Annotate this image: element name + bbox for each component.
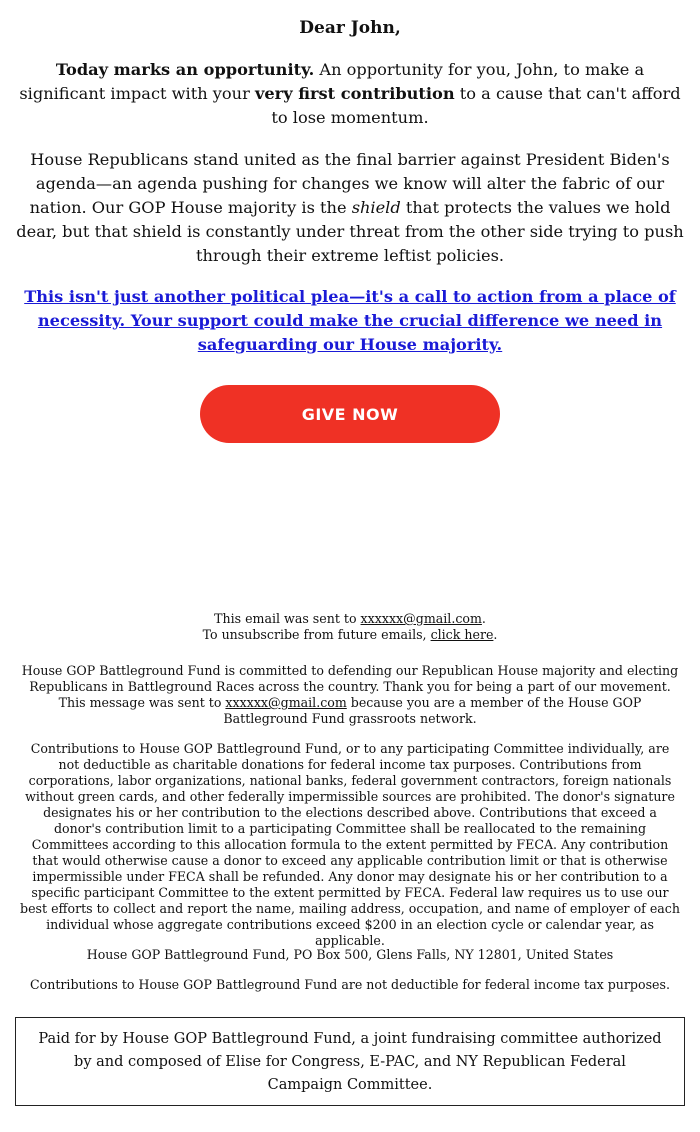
mailing-address: House GOP Battleground Fund, PO Box 500, Glens Falls, NY 12801, United States [86, 947, 614, 962]
intro-paragraph [12, 58, 688, 130]
intro-bold-mid: very first contribution [254, 84, 455, 103]
body-italic-shield: shield [351, 198, 401, 217]
recipient-email-link[interactable]: xxxxxx@gmail.com [360, 611, 482, 626]
commitment-email-link[interactable]: xxxxxx@gmail.com [225, 695, 347, 710]
body-paragraph [12, 148, 688, 268]
sent-to-notice [20, 611, 680, 643]
sent-prefix: This email was sent to [214, 611, 361, 626]
contributions-disclaimer: Contributions to House GOP Battleground Fund, or to any participating Committee individually, are not deductible as charitable donations for federal income tax purposes. Contributions from corporations, labor organizations, national banks, federal government contractors, foreign nationals without green cards, and other federally impermissible sources are prohibited. The donor's signature designates his or her contribution to the elections described above. Contributions that exceed a donor's contribution limit to a participating Committee shall be reallocated to the remaining Committees according to this allocation formula to the extent permitted by FECA. Any contribution that would otherwise cause a donor to exceed any applicable contribution limit or that is otherwise impermissible under FECA shall be refunded. Any donor may designate his or her contribution to a specific participant Committee to the extent permitted by FECA. Federal law requires us to use our best efforts to collect and report the name, mailing address, occupation, and name of employer of each individual whose aggregate contributions exceed $200 in an election cycle or calendar year, as applicable. [20, 741, 680, 948]
commitment-text-a: House GOP Battleground Fund is committed to defending our Republican House majority and electing Republicans in Battleground Races across the country. Thank you for being a part of our movement. This message was sent to [21, 663, 679, 710]
commitment-text-b: because you are a member of the House GOP Battleground Fund grassroots network. [223, 695, 642, 726]
intro-bold-lead: Today marks an opportunity. [55, 60, 315, 79]
unsubscribe-link[interactable]: click here [430, 627, 494, 642]
paid-for-disclaimer: Paid for by House GOP Battleground Fund, a joint fundraising committee authorized by and composed of Elise for Congress, E-PAC, and NY Republican Federal Campaign Committee. [15, 1017, 685, 1106]
cta-link[interactable]: This isn't just another political plea—it's a call to action from a place of necessity. Your support could make the crucial difference we need in safeguarding our House majority. [24, 287, 676, 354]
sent-suffix: . [481, 611, 486, 626]
intro-text-a: An opportunity for you, John, to make a significant impact with your [19, 60, 645, 103]
unsubscribe-prefix: To unsubscribe from future emails, [202, 627, 431, 642]
give-now-button[interactable]: GIVE NOW [200, 385, 500, 443]
body-text-a: House Republicans stand united as the final barrier against President Biden's agenda—an agenda pushing for changes we know will alter the fabric of our nation. Our GOP House majority is the [29, 150, 670, 217]
greeting: Dear John, [299, 18, 401, 38]
unsubscribe-suffix: . [493, 627, 498, 642]
tax-notice: Contributions to House GOP Battleground Fund are not deductible for federal income tax purposes. [30, 977, 670, 992]
cta-paragraph [12, 285, 688, 357]
commitment-notice [20, 663, 680, 727]
body-text-b: that protects the values we hold dear, but that shield is constantly under threat from the other side trying to push through their extreme leftist policies. [16, 198, 684, 265]
intro-text-b: to a cause that can't afford to lose momentum. [271, 84, 681, 127]
